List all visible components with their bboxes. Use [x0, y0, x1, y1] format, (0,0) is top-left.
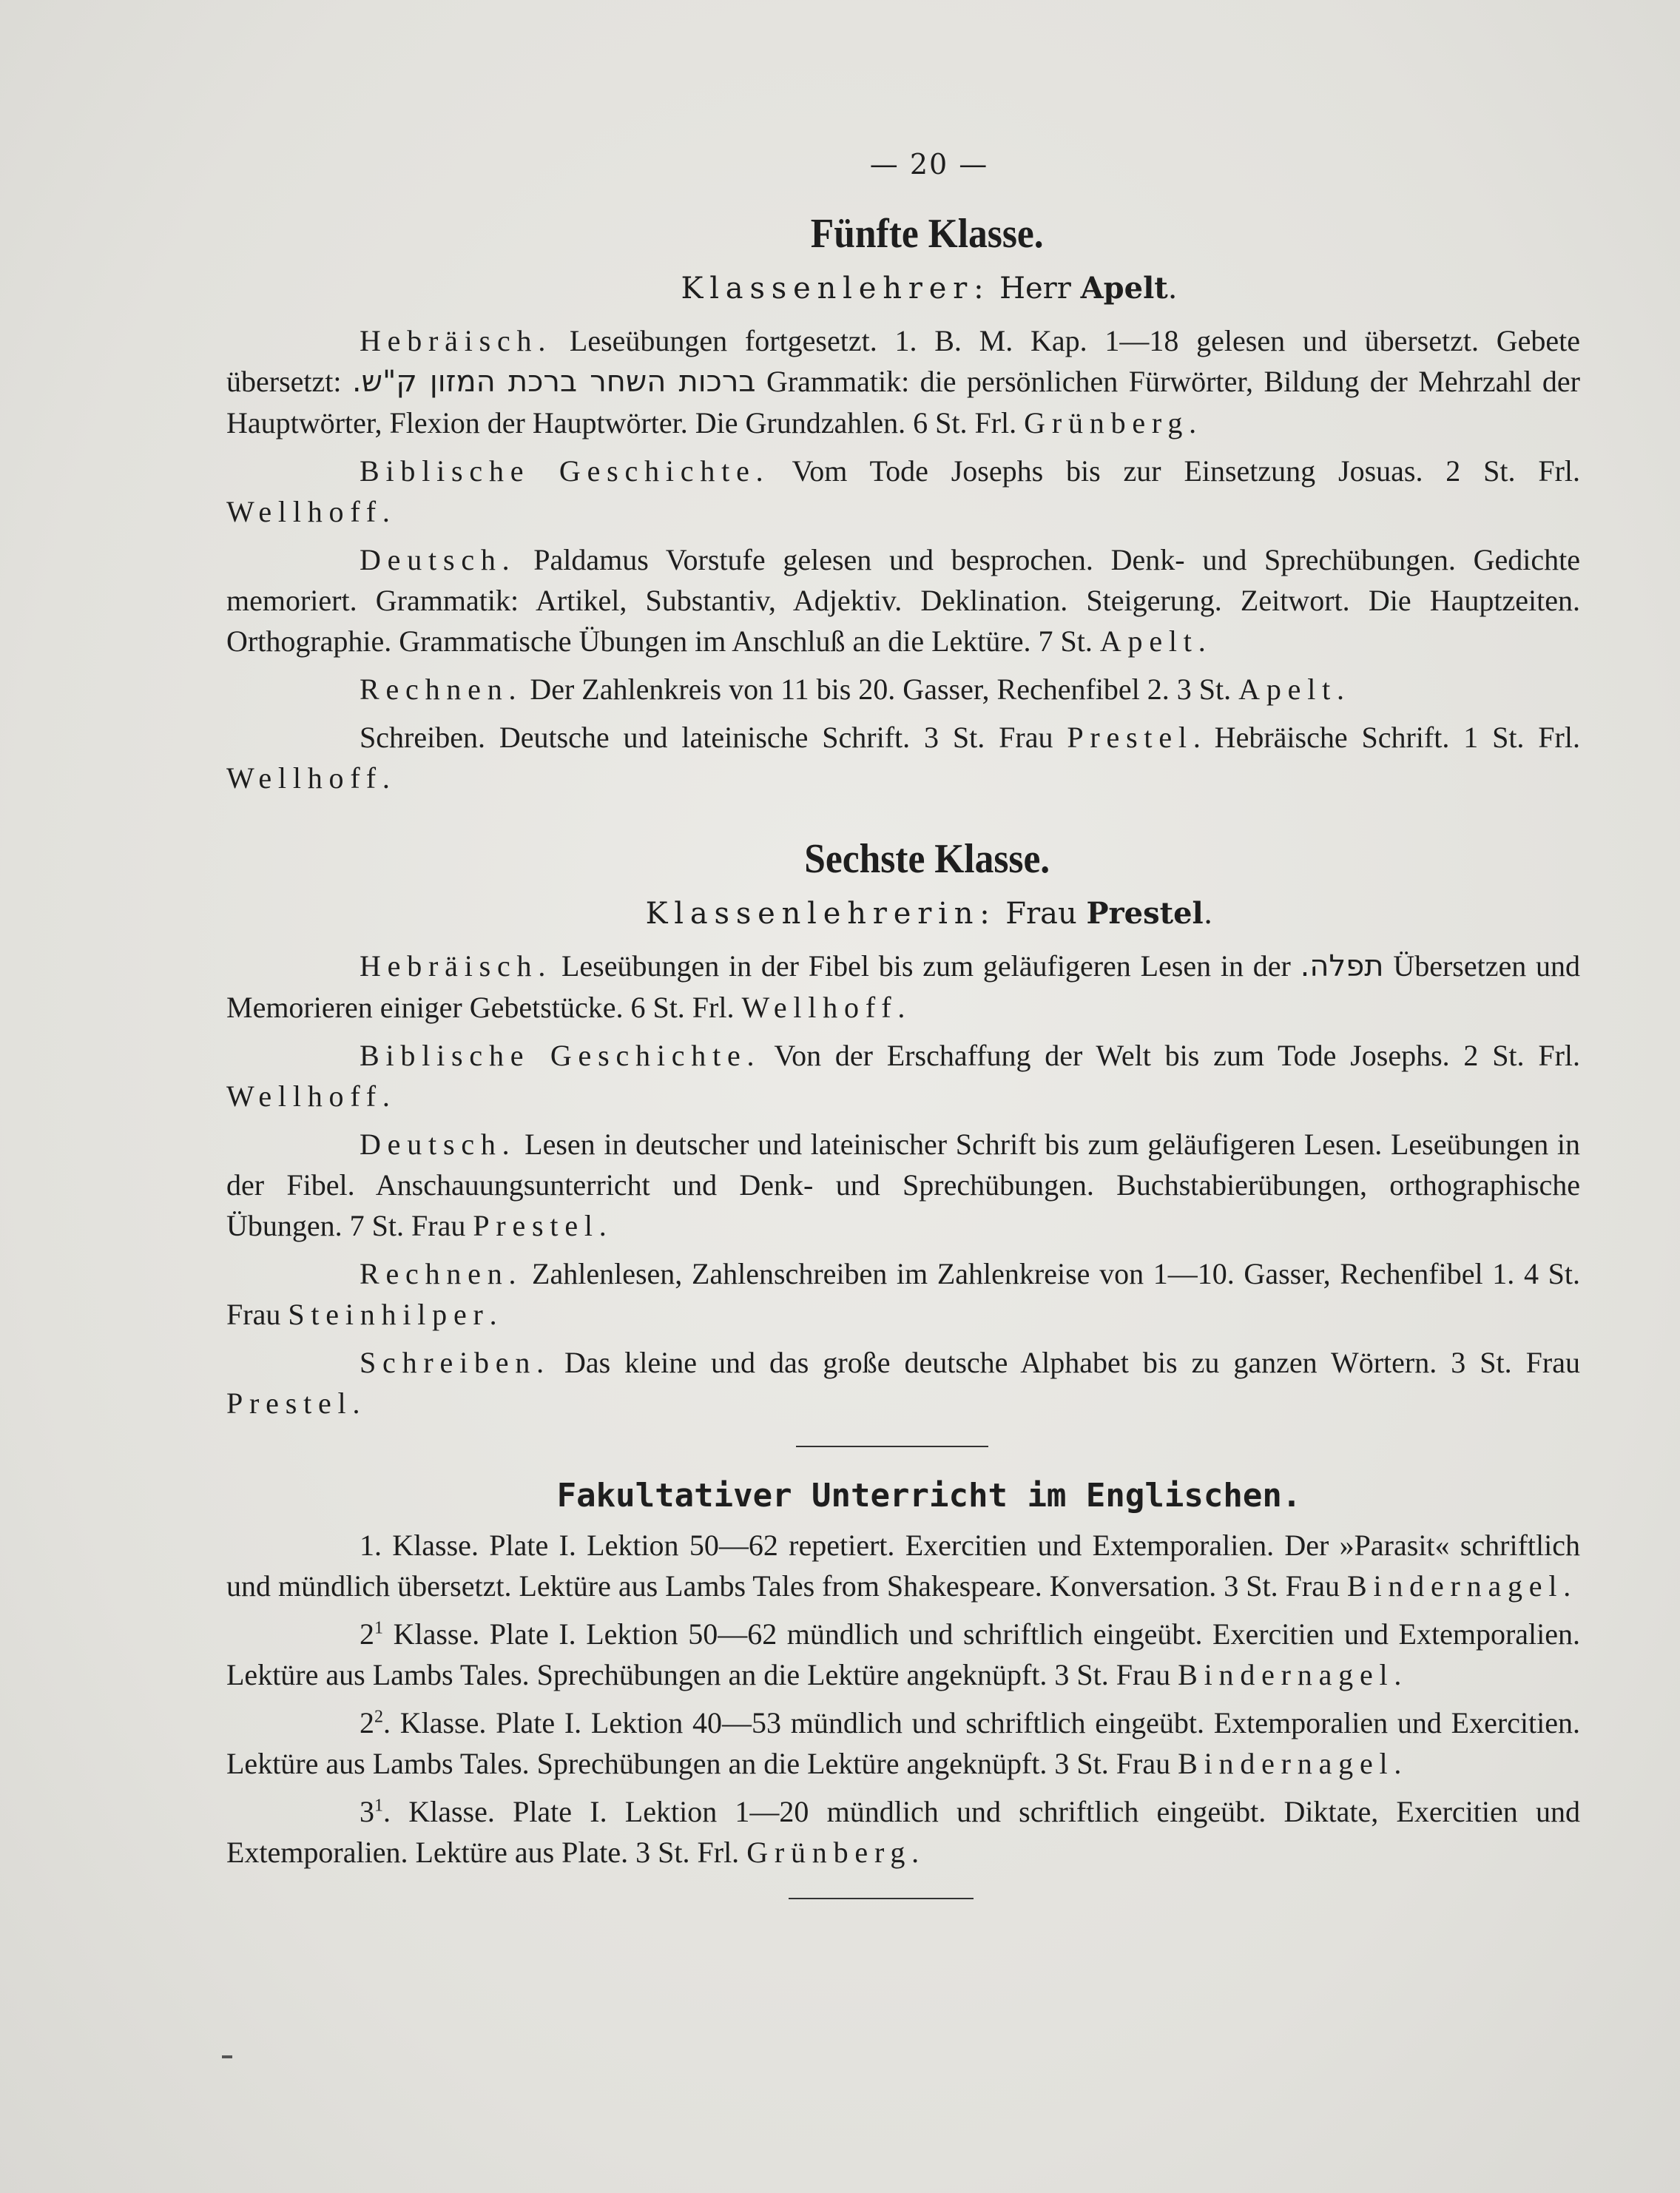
teacher-name: Prestel [226, 1387, 353, 1420]
teacher-name: Steinhilper [288, 1298, 490, 1331]
paragraph-deutsch-6: Deutsch. Lesen in deutscher und lateinischer Schrift bis zum geläufigeren Lesen. Leseübungen in der Fibel. Anschauungsunterricht und Denk- und Sprechübungen. Buchstabierübungen, orthographische Übungen. 7 St. Frau Prestel. [226, 1128, 1580, 1242]
teacher-period: . [1203, 897, 1213, 931]
paragraph-rechnen-5: Rechnen. Der Zahlenkreis von 11 bis 20. Gasser, Rechenfibel 2. 3 St. Apelt. [360, 673, 1345, 706]
teacher-name: Grünberg [1024, 406, 1190, 439]
paragraph-hebraeisch-6: Hebräisch. Leseübungen in der Fibel bis zum geläufigeren Lesen in der תפלה. Übersetzen und Memorieren einiger Gebetstücke. 6 St. Frl. Wellhoff. [226, 949, 1580, 1024]
paragraph-text: Zahlenlesen, Zahlenschreiben im Zahlenkreise von 1—10. Gasser, Rechenfibel 1. 4 St. Frau [226, 1257, 1580, 1331]
paragraph-text: Von der Erschaffung der Welt bis zum Tode Josephs. 2 St. Frl. [760, 1039, 1580, 1072]
subject-label: Hebräisch. [360, 949, 553, 983]
paragraph-schreiben-5: Schreiben. Deutsche und lateinische Schrift. 3 St. Frau Prestel. Hebräische Schrift. 1 St. Frl. Wellhoff. [226, 721, 1580, 795]
paragraph-text: Paldamus Vorstufe gelesen und besprochen. Denk- und Sprechübungen. Gedichte memoriert. Grammatik: Artikel, Substantiv, Adjektiv. Deklination. Steigerung. Zeitwort. Die Hauptzeiten. Orthographie. Grammatische Übungen im Anschluß an die Lektüre. 7 St. [226, 543, 1580, 658]
subject-label: Hebräisch. [360, 324, 553, 357]
teacher-name: Wellhoff [226, 495, 382, 528]
paragraph-biblische-geschichte-6: Biblische Geschichte. Von der Erschaffung der Welt bis zum Tode Josephs. 2 St. Frl. Wellhoff. [226, 1039, 1580, 1113]
paragraph-text: Grammatik: die persönlichen Fürwörter, Bildung der Mehrzahl der Hauptwörter, Flexion der Hauptwörter. Die Grundzahlen. 6 St. Frl. [226, 365, 1580, 439]
subject-label: Rechnen. [360, 673, 523, 706]
heading-englisch: Fakultativer Unterricht im Englischen. [556, 1477, 1302, 1515]
subject-label: Rechnen. [360, 1257, 523, 1290]
teacher-label: Klassenlehrer: [681, 272, 991, 306]
paragraph-text: Der Zahlenkreis von 11 bis 20. Gasser, Rechenfibel 2. 3 St. [522, 673, 1239, 706]
teacher-name: Apelt [1238, 673, 1337, 706]
class-label: . Klasse. [383, 1706, 487, 1739]
hebrew-text: תפלה. [1300, 949, 1384, 983]
paragraph-englisch-klasse-2-1: $2^1$ Klasse. Plate I. Lektion 50—62 mündlich und schriftlich eingeübt. Exercitien und Extemporalien. Lektüre aus Lambs Tales. Sprechübungen an die Lektüre angeknüpft. 3 St. Frau Bindernagel. [226, 1617, 1580, 1691]
teacher-name: Wellhoff [226, 761, 382, 795]
stray-mark [222, 2055, 232, 2058]
class-label: Klasse. [383, 1617, 480, 1651]
paragraph-text: Plate I. Lektion 50—62 repetiert. Exercitien und Extemporalien. Der »Parasit« schriftlich und mündlich übersetzt. Lektüre aus Lambs Tales from Shakespeare. Konversation. 3 St. Frau [226, 1529, 1581, 1603]
paragraph-schreiben-6: Schreiben. Das kleine und das große deutsche Alphabet bis zu ganzen Wörtern. 3 St. Frau Prestel. [226, 1346, 1580, 1420]
class-teacher-sechste [226, 896, 1580, 931]
teacher-name: Bindernagel [1178, 1747, 1394, 1780]
paragraph-text: . Hebräische Schrift. 1 St. Frl. [1192, 721, 1580, 754]
teacher-name: Apelt [1080, 271, 1168, 306]
paragraph-text: Schreiben. Deutsche und lateinische Schrift. 3 St. Frau [360, 721, 1067, 754]
teacher-name: Grünberg [746, 1836, 912, 1869]
class-number: 2 [360, 1706, 374, 1739]
subject-label: Biblische Geschichte. [360, 1039, 761, 1072]
class-number: 2 [360, 1617, 374, 1651]
paragraph-text: Übersetzen und Memorieren einiger Gebetstücke. 6 St. Frl. [226, 949, 1580, 1024]
paragraph-text: Lesen in deutscher und lateinischer Schrift bis zum geläufigeren Lesen. Leseübungen in der Fibel. Anschauungsunterricht und Denk- und Sprechübungen. Buchstabierübungen, orthographische Übungen. 7 St. Frau [226, 1128, 1580, 1242]
paragraph-rechnen-6: Rechnen. Zahlenlesen, Zahlenschreiben im Zahlenkreise von 1—10. Gasser, Rechenfibel 1. 4 St. Frau Steinhilper. [226, 1257, 1580, 1331]
page-number: — 20 — [869, 148, 989, 181]
teacher-prefix: Frau [1005, 897, 1077, 931]
paragraph-deutsch-5: Deutsch. Paldamus Vorstufe gelesen und besprochen. Denk- und Sprechübungen. Gedichte memoriert. Grammatik: Artikel, Substantiv, Adjektiv. Deklination. Steigerung. Zeitwort. Die Hauptzeiten. Orthographie. Grammatische Übungen im Anschluß an die Lektüre. 7 St. Apelt. [226, 543, 1580, 658]
paragraph-biblische-geschichte-5: Biblische Geschichte. Vom Tode Josephs bis zur Einsetzung Josuas. 2 St. Frl. Wellhoff. [226, 454, 1581, 528]
teacher-name: Bindernagel [1346, 1569, 1564, 1603]
teacher-name: Prestel [473, 1209, 599, 1242]
paragraph-englisch-klasse-3-1: $3^1$. Klasse. Plate I. Lektion 1—20 mündlich und schriftlich eingeübt. Diktate, Exercitien und Extemporalien. Lektüre aus Plate. 3 St. Frl. Grünberg. [226, 1795, 1580, 1869]
teacher-label: Klassenlehrerin: [645, 897, 996, 931]
teacher-name: Prestel [1086, 896, 1204, 931]
paragraph-englisch-klasse-1: 1. Klasse. Plate I. Lektion 50—62 repetiert. Exercitien und Extemporalien. Der »Parasit« schriftlich und mündlich übersetzt. Lektüre aus Lambs Tales from Shakespeare. Konversation. 3 St. Frau Bindernagel. [226, 1529, 1581, 1603]
heading-sechste-klasse: Sechste Klasse. [804, 836, 1050, 882]
paragraph-text: Vom Tode Josephs bis zur Einsetzung Josuas. 2 St. Frl. [769, 454, 1581, 488]
teacher-period: . [1167, 272, 1178, 306]
paragraph-hebraeisch-5: Hebräisch. Leseübungen fortgesetzt. 1. B. M. Kap. 1—18 gelesen und übersetzt. Gebete übersetzt: ברכות השחר ברכת המזון ק"ש. Grammatik: die persönlichen Fürwörter, Bildung der Mehrzahl der Hauptwörter, Flexion der Hauptwörter. Die Grundzahlen. 6 St. Frl. Grünberg. [226, 324, 1580, 439]
class-number: 3 [360, 1795, 374, 1828]
subject-label: Biblische Geschichte. [360, 454, 770, 488]
class-superscript: 1 [374, 1618, 383, 1638]
paragraph-englisch-klasse-2-2: $2^2$. Klasse. Plate I. Lektion 40—53 mündlich und schriftlich eingeübt. Extemporalien und Exercitien. Lektüre aus Lambs Tales. Sprechübungen an die Lektüre angeknüpft. 3 St. Frau Bindernagel. [226, 1706, 1580, 1780]
teacher-prefix: Herr [999, 272, 1071, 306]
paragraph-text: Leseübungen fortgesetzt. 1. B. M. Kap. 1—18 gelesen und übersetzt. Gebete übersetzt: [226, 324, 1580, 398]
paragraph-text: Plate I. Lektion 50—62 mündlich und schriftlich eingeübt. Exercitien und Extemporalien. Lektüre aus Lambs Tales. Sprechübungen an die Lektüre angeknüpft. 3 St. Frau [226, 1617, 1580, 1691]
subject-label: Deutsch. [360, 543, 516, 576]
teacher-name: Apelt [1099, 624, 1198, 658]
class-teacher-fuenfte [226, 271, 1580, 306]
teacher-name: Bindernagel [1178, 1658, 1394, 1691]
hebrew-text: ברכות השחר ברכת המזון ק"ש. [351, 365, 756, 399]
paragraph-text: Plate I. Lektion 40—53 mündlich und schriftlich eingeübt. Extemporalien und Exercitien. Lektüre aus Lambs Tales. Sprechübungen an die Lektüre angeknüpft. 3 St. Frau [226, 1706, 1580, 1780]
class-label: 1. Klasse. [360, 1529, 479, 1562]
paragraph-text: Plate I. Lektion 1—20 mündlich und schriftlich eingeübt. Diktate, Exercitien und Extemporalien. Lektüre aus Plate. 3 St. Frl. [226, 1795, 1580, 1869]
spacer [226, 806, 1580, 835]
teacher-name: Wellhoff [226, 1079, 382, 1113]
class-superscript: 2 [374, 1707, 383, 1727]
subject-label: Deutsch. [360, 1128, 516, 1161]
teacher-name: Prestel [1067, 721, 1193, 754]
class-label: . Klasse. [383, 1795, 495, 1828]
paragraph-text: Das kleine und das große deutsche Alphabet bis zu ganzen Wörtern. 3 St. Frau [550, 1346, 1580, 1379]
teacher-name: Wellhoff [741, 991, 898, 1024]
divider-rule [796, 1446, 988, 1447]
divider-rule [789, 1898, 974, 1899]
page-content [226, 148, 1580, 1929]
subject-label: Schreiben. [360, 1346, 550, 1379]
class-superscript: 1 [374, 1796, 383, 1816]
paragraph-text: Leseübungen in der Fibel bis zum geläufigeren Lesen in der [552, 949, 1301, 983]
heading-fuenfte-klasse: Fünfte Klasse. [810, 211, 1044, 257]
